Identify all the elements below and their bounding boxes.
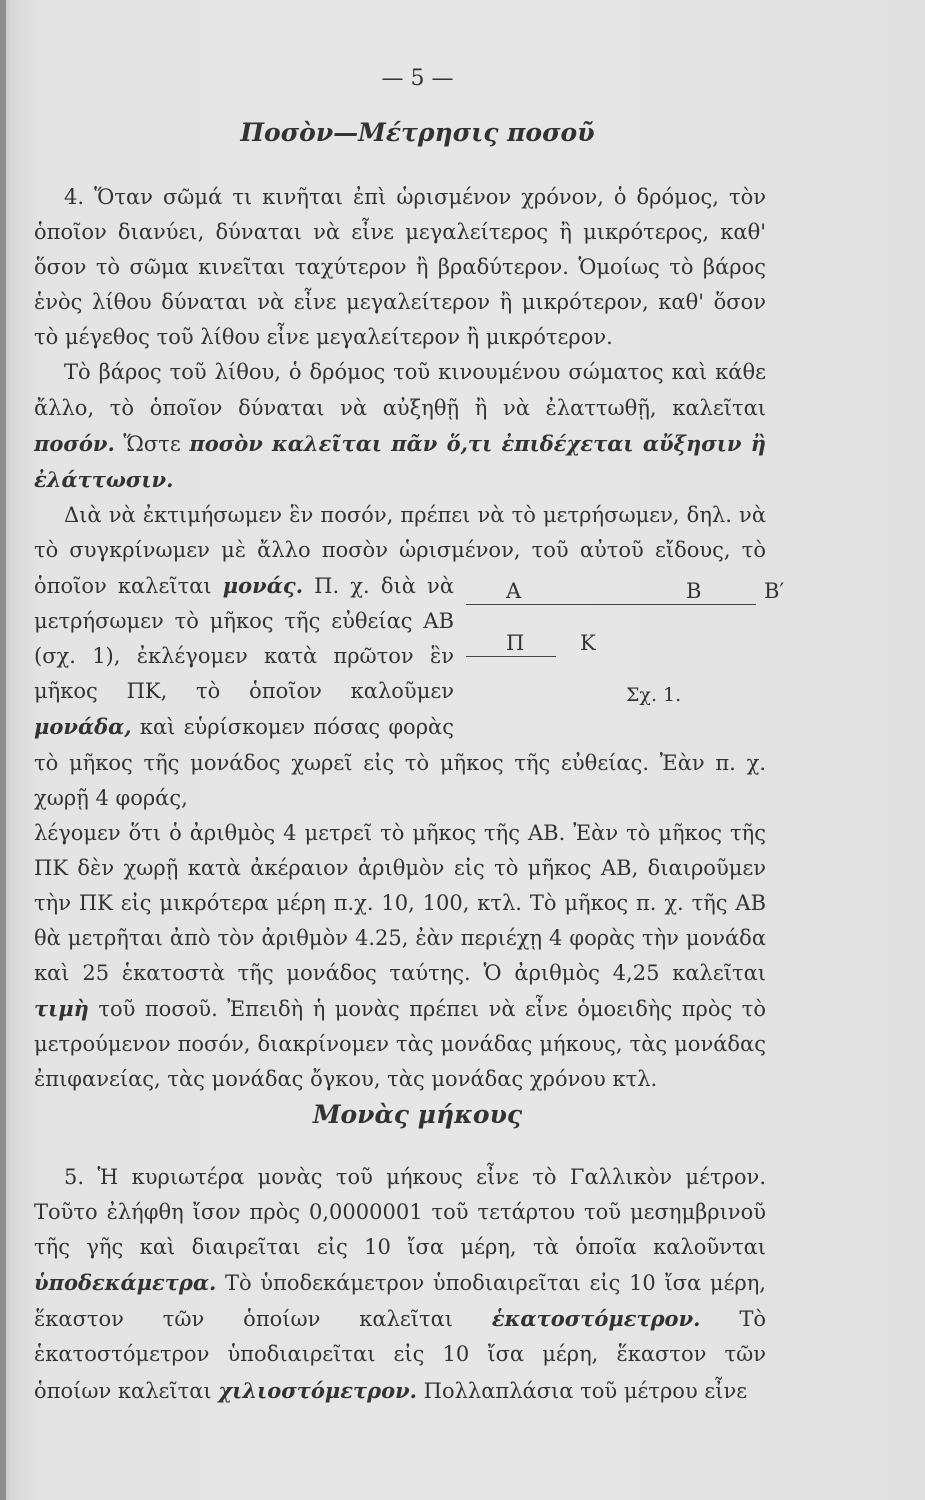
term-poson: ποσόν. <box>34 430 115 456</box>
term-centimeter: ἑκατοστόμετρον. <box>491 1306 701 1332</box>
section-heading-length-unit: Μονὰς μήκους <box>312 1100 523 1129</box>
point-label-a: Α <box>506 579 522 604</box>
term-monada: μονάδα, <box>34 714 132 740</box>
point-label-b-prime: Β′ <box>764 579 785 604</box>
term-decimeter: ὑποδεκάμετρα. <box>34 1270 217 1296</box>
body-text <box>34 180 785 1097</box>
paragraph-quantity: Τὸ βάρος τοῦ λίθου, ὁ δρόμος τοῦ κινουμένου σώματος καὶ κάθε ἄλλο, τὸ ὁποῖον δύναται νὰ αὐξηθῇ ἢ νὰ ἐλαττωθῇ, καλεῖται ποσόν. Ὥστε ποσὸν καλεῖται πᾶν ὅ,τι ἐπιδέχεται αὔξησιν ἢ ἐλάττωσιν. <box>34 360 766 492</box>
point-label-k: Κ <box>580 631 596 656</box>
point-label-p: Π <box>506 631 525 656</box>
segment-ab <box>466 604 756 605</box>
point-label-b: Β <box>686 579 702 604</box>
definition-poson: ποσὸν καλεῖται πᾶν ὅ,τι ἐπιδέχεται αὔξησιν ἢ ἐλάττωσιν. <box>34 430 766 492</box>
paragraph-unit: Διὰ νὰ ἐκτιμήσωμεν ἓν ποσόν, πρέπει νὰ τὸ μετρήσωμεν, δηλ. νὰ τὸ συγκρίνωμεν μὲ ἄλλο ποσὸν ὡρισμένον, τοῦ αὐτοῦ εἴδους, τὸ ὁποῖον καλεῖται μονάς. Α Β Β′ Π Κ Σχ. 1. Π. χ. διὰ νὰ μετρήσωμεν τὸ μῆκος τῆς εὐθείας ΑΒ (σχ. 1), ἐκλέγομεν κατὰ πρῶτον ἓν μῆκος ΠΚ, τὸ ὁποῖον καλοῦμεν μονάδα, καὶ εὑρίσκομεν πόσας φορὰς τὸ μῆκος τῆς μονάδος χωρεῖ εἰς τὸ μῆκος τῆς εὐθείας. Ἐὰν π. χ. χωρῇ 4 φοράς, <box>34 502 785 810</box>
term-millimeter: χιλιοστόμετρον. <box>218 1377 417 1403</box>
term-monas: μονάς. <box>222 573 304 599</box>
figure-caption: Σχ. 1. <box>626 684 682 707</box>
paragraph-5: 5. Ἡ κυριωτέρα μονὰς τοῦ μήκους εἶνε τὸ Γαλλικὸν μέτρον. Τοῦτο ἐλήφθη ἴσον πρὸς 0,0000001 τοῦ τετάρτου τοῦ μεσημβρινοῦ τῆς γῆς καὶ διαιρεῖται εἰς 10 ἴσα μέρη, τὰ ὁποῖα καλοῦνται ὑποδεκάμετρα. Τὸ ὑποδεκάμετρον ὑποδιαιρεῖται εἰς 10 ἴσα μέρη, ἕκαστον τῶν ὁποίων καλεῖται ἑκατοστόμετρον. Τὸ ἑκατοστόμετρον ὑποδιαιρεῖται εἰς 10 ἴσα μέρη, ἕκαστον τῶν ὁποίων καλεῖται χιλιοστόμετρον. Πολλαπλάσια τοῦ μέτρου εἶνε <box>34 1165 766 1403</box>
body-text-bottom <box>34 1160 766 1409</box>
page-number: — 5 — <box>381 66 454 91</box>
figure-1 <box>466 574 785 734</box>
segment-pk <box>466 656 556 657</box>
term-timi: τιμὴ <box>34 996 89 1022</box>
paragraph-4-text: 4. Ὅταν σῶμά τι κινῆται ἐπὶ ὡρισμένον χρόνον, ὁ δρόμος, τὸν ὁποῖον διανύει, δύναται νὰ εἶνε μεγαλείτερος ἢ μικρότερος, καθ' ὅσον τὸ σῶμα κινεῖται ταχύτερον ἢ βραδύτερον. Ὁμοίως τὸ βάρος ἑνὸς λίθου δύναται νὰ εἶνε μεγαλείτερον ἢ μικρότερον, καθ' ὅσον τὸ μέγεθος τοῦ λίθου εἶνε μεγαλείτερον ἢ μικρότερον. <box>34 185 766 350</box>
section-heading-quantity: Ποσὸν—Μέτρησις ποσοῦ <box>240 118 595 147</box>
paragraph-unit-continued: λέγομεν ὅτι ὁ ἀριθμὸς 4 μετρεῖ τὸ μῆκος τῆς ΑΒ. Ἐὰν τὸ μῆκος τῆς ΠΚ δὲν χωρῇ κατὰ ἀκέραιον ἀριθμὸν εἰς τὸ μῆκος ΑΒ, διαιροῦμεν τὴν ΠΚ εἰς μικρότερα μέρη π.χ. 10, 100, κτλ. Τὸ μῆκος π. χ. τῆς ΑΒ θὰ μετρῆται ἀπὸ τὸν ἀριθμὸν 4.25, ἐὰν περιέχῃ 4 φορὰς τὴν μονάδα καὶ 25 ἑκατοστὰ τῆς μονάδος ταύτης. Ὁ ἀριθμὸς 4,25 καλεῖται τιμὴ τοῦ ποσοῦ. Ἐπειδὴ ἡ μονὰς πρέπει νὰ εἶνε ὁμοειδὴς πρὸς τὸ μετρούμενον ποσόν, διακρίνομεν τὰς μονάδας μήκους, τὰς μονάδας ἐπιφανείας, τὰς μονάδας ὄγκου, τὰς μονάδας χρόνου κτλ. <box>34 820 766 1092</box>
